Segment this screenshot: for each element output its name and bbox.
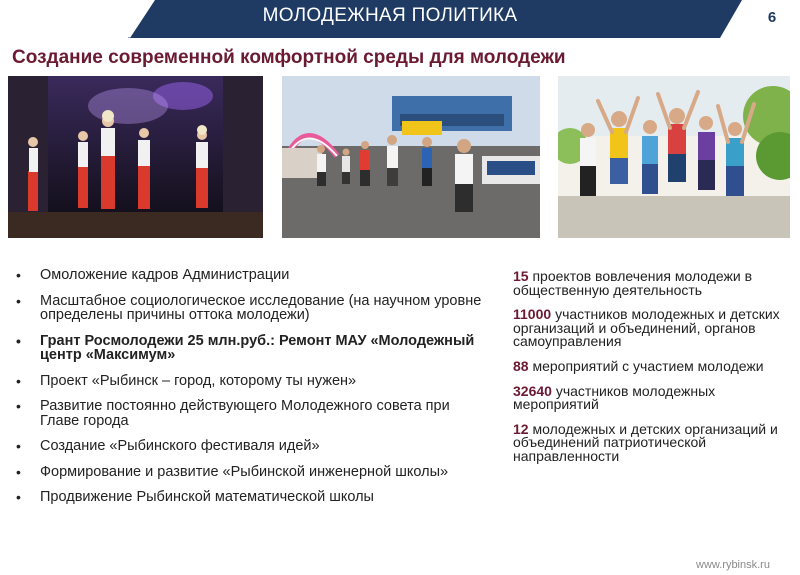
list-item: • Проект «Рыбинск – город, которому ты нужен» — [16, 372, 357, 389]
marathon-runners-photo — [282, 76, 540, 238]
header-band — [0, 0, 800, 38]
list-item: • Создание «Рыбинского фестиваля идей» — [16, 438, 320, 454]
bullet-icon: • — [16, 398, 21, 414]
list-item: • Продвижение Рыбинской математической школы — [16, 489, 374, 505]
stat-item — [513, 420, 793, 464]
stat-number: 12 — [513, 420, 529, 437]
stat-text: участников молодежных мероприятий — [513, 382, 716, 413]
stat-text: молодежных и детских организаций и объединений патриотической направленности — [513, 420, 778, 464]
footer-website-link[interactable]: www.rybinsk.ru — [696, 559, 770, 571]
stat-number: 32640 — [513, 382, 552, 399]
stat-item — [513, 357, 793, 374]
page-number: 6 — [767, 9, 777, 26]
list-item: • Развитие постоянно действующего Молодежного совета при Главе города — [16, 398, 450, 429]
slide-subtitle: Создание современной комфортной среды для молодежи — [12, 47, 566, 68]
bullet-icon: • — [16, 438, 21, 454]
stat-item — [513, 308, 793, 349]
list-item: • Грант Росмолодежи 25 млн.руб.: Ремонт МАУ «Молодежный центр «Максимум» — [16, 332, 475, 363]
bullet-icon: • — [16, 332, 21, 349]
stat-item — [513, 270, 793, 297]
stat-number: 11000 — [513, 306, 552, 323]
stat-text: мероприятий с участием молодежи — [532, 357, 764, 374]
initiatives-list — [14, 268, 484, 516]
list-item: • Масштабное социологическое исследование (на научном уровне определены причины оттока молодежи) — [16, 292, 482, 323]
bullet-icon: • — [16, 372, 21, 389]
stat-number: 15 — [513, 268, 529, 284]
jumping-youth-photo — [558, 76, 790, 238]
bullet-icon: • — [16, 489, 21, 505]
stats-panel — [513, 270, 793, 475]
bullet-icon: • — [16, 267, 21, 283]
list-item: • Формирование и развитие «Рыбинской инженерной школы» — [16, 463, 449, 480]
list-item: • Омоложение кадров Администрации — [16, 267, 290, 283]
dance-performance-photo — [8, 76, 263, 238]
stat-number: 88 — [513, 357, 529, 374]
bullet-icon: • — [16, 463, 21, 480]
stat-item — [513, 382, 793, 413]
stat-text: участников молодежных и детских организаций и объединений, органов самоуправления — [513, 306, 780, 350]
stat-text: проектов вовлечения молодежи в общественную деятельность — [513, 268, 753, 298]
bullet-icon: • — [16, 292, 21, 309]
page-section-title: МОЛОДЕЖНАЯ ПОЛИТИКА — [262, 5, 518, 26]
